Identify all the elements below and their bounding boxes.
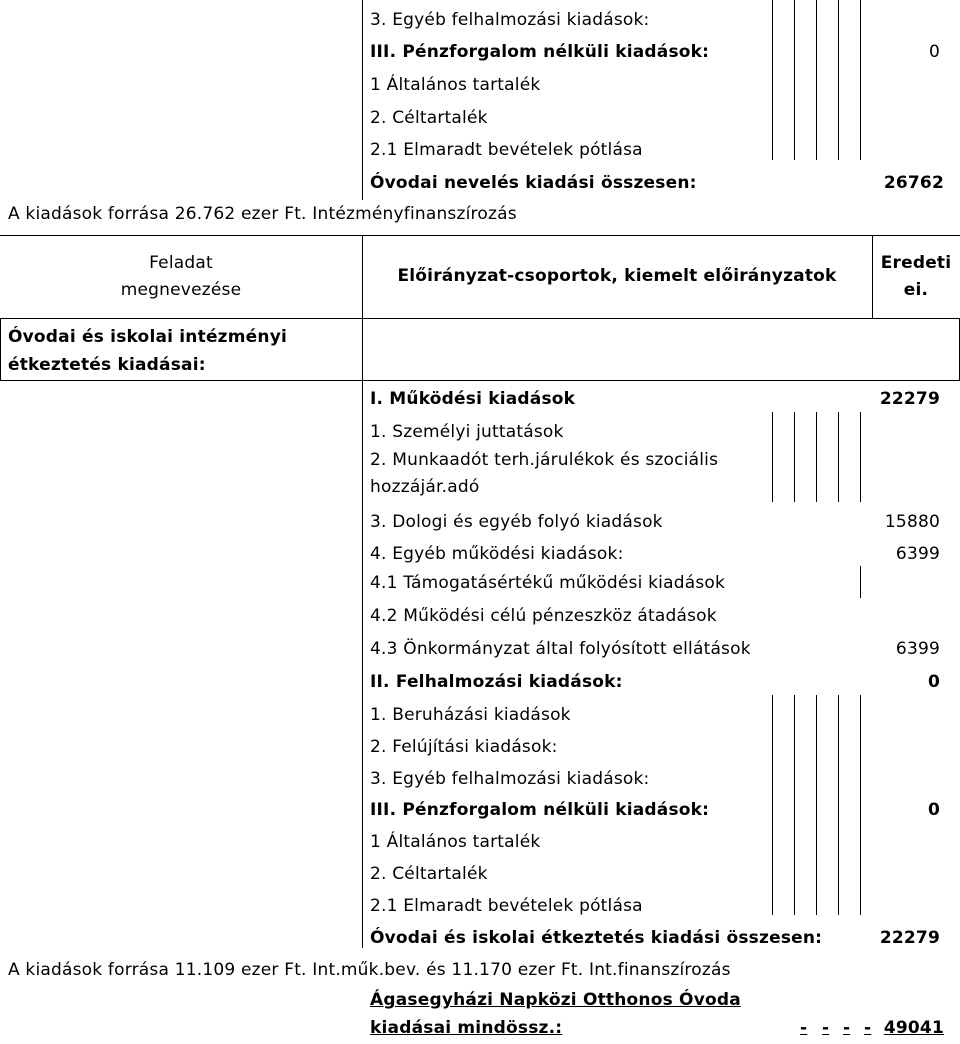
section-row-value: 15880 — [884, 512, 940, 532]
header-task-name: Feladat — [149, 253, 213, 273]
grid-line — [794, 695, 795, 915]
footer-dash: - — [864, 1018, 872, 1038]
footer-dash: - — [843, 1018, 851, 1038]
grid-line — [838, 0, 839, 160]
grid-line — [860, 566, 861, 598]
grid-line — [0, 318, 1, 380]
top-subtotal-label: Óvodai nevelés kiadási összesen: — [370, 173, 697, 193]
section-row-label: 4.2 Működési célú pénzeszköz átadások — [370, 606, 717, 626]
section-row-label: 2. Céltartalék — [370, 864, 488, 884]
section-title-2: étkeztetés kiadásai: — [8, 355, 206, 375]
section-row-label-2: hozzájár.adó — [370, 477, 480, 497]
section-row-label: III. Pénzforgalom nélküli kiadások: — [370, 800, 710, 820]
grid-line — [816, 412, 817, 502]
grid-line — [362, 0, 363, 200]
top-row-label: 1 Általános tartalék — [370, 75, 541, 95]
top-row-label: III. Pénzforgalom nélküli kiadások: — [370, 42, 710, 62]
top-row-label: 2. Céltartalék — [370, 108, 488, 128]
grid-line — [860, 695, 861, 915]
top-source-note: A kiadások forrása 26.762 ezer Ft. Intézményfinanszírozás — [8, 204, 517, 224]
section-row-label: 3. Egyéb felhalmozási kiadások: — [370, 769, 650, 789]
header-divider — [872, 235, 873, 319]
grid-line — [362, 318, 363, 948]
section-row-label: I. Működési kiadások — [370, 389, 576, 409]
footer-dash: - — [822, 1018, 830, 1038]
footer-dash: - — [800, 1018, 808, 1038]
section-divider — [0, 380, 960, 381]
grid-line — [860, 412, 861, 502]
header-original: Eredeti — [880, 253, 952, 273]
grid-line — [838, 695, 839, 915]
section-row-label: 1. Személyi juttatások — [370, 422, 564, 442]
section-row-label: 2. Munkaadót terh.járulékok és szociális — [370, 450, 719, 470]
grid-line — [838, 412, 839, 502]
footer-grand-total: 49041 — [883, 1018, 944, 1038]
section-title: Óvodai és iskolai intézményi — [8, 327, 288, 347]
header-appropriation-groups: Előirányzat-csoportok, kiemelt előirányzatok — [397, 266, 837, 286]
section-row-label: 4.1 Támogatásértékű működési kiadások — [370, 573, 726, 593]
top-subtotal-value: 26762 — [883, 173, 944, 193]
header-original-2: ei. — [903, 280, 929, 300]
section-row-value: 6399 — [895, 544, 940, 564]
section-row-label: 2. Felújítási kiadások: — [370, 737, 558, 757]
section-row-value: 0 — [927, 672, 940, 692]
header-top-border — [0, 235, 960, 236]
section-row-label: 3. Dologi és egyéb folyó kiadások — [370, 512, 663, 532]
section-row-label: II. Felhalmozási kiadások: — [370, 672, 623, 692]
top-row-value: 0 — [928, 42, 940, 62]
grid-line — [794, 0, 795, 160]
section-source-note: A kiadások forrása 11.109 ezer Ft. Int.műk.bev. és 11.170 ezer Ft. Int.finanszírozás — [8, 960, 731, 980]
header-bottom-border — [0, 318, 960, 319]
grid-line — [816, 0, 817, 160]
section-row-label: 4.3 Önkormányzat által folyósított ellátások — [370, 639, 751, 659]
section-row-label: 1. Beruházási kiadások — [370, 705, 571, 725]
section-row-label: 2.1 Elmaradt bevételek pótlása — [370, 896, 643, 916]
grid-line — [794, 412, 795, 502]
section-subtotal-label: Óvodai és iskolai étkeztetés kiadási összesen: — [370, 928, 823, 948]
section-row-label: 1 Általános tartalék — [370, 832, 541, 852]
grid-line — [772, 412, 773, 502]
grid-line — [772, 695, 773, 915]
section-row-value: 0 — [927, 800, 940, 820]
section-row-value: 22279 — [879, 389, 940, 409]
section-row-label: 4. Egyéb működési kiadások: — [370, 544, 624, 564]
grid-line — [816, 695, 817, 915]
top-row-label: 2.1 Elmaradt bevételek pótlása — [370, 140, 643, 160]
header-task-name-2: megnevezése — [120, 280, 242, 300]
footer-total-label: kiadásai mindössz.: — [370, 1018, 563, 1038]
section-subtotal-value: 22279 — [879, 928, 940, 948]
section-row-value: 6399 — [895, 639, 940, 659]
footer-institution: Ágasegyházi Napközi Otthonos Óvoda — [370, 990, 741, 1010]
top-row-label: 3. Egyéb felhalmozási kiadások: — [370, 10, 650, 30]
grid-line — [860, 0, 861, 160]
grid-line — [772, 0, 773, 160]
